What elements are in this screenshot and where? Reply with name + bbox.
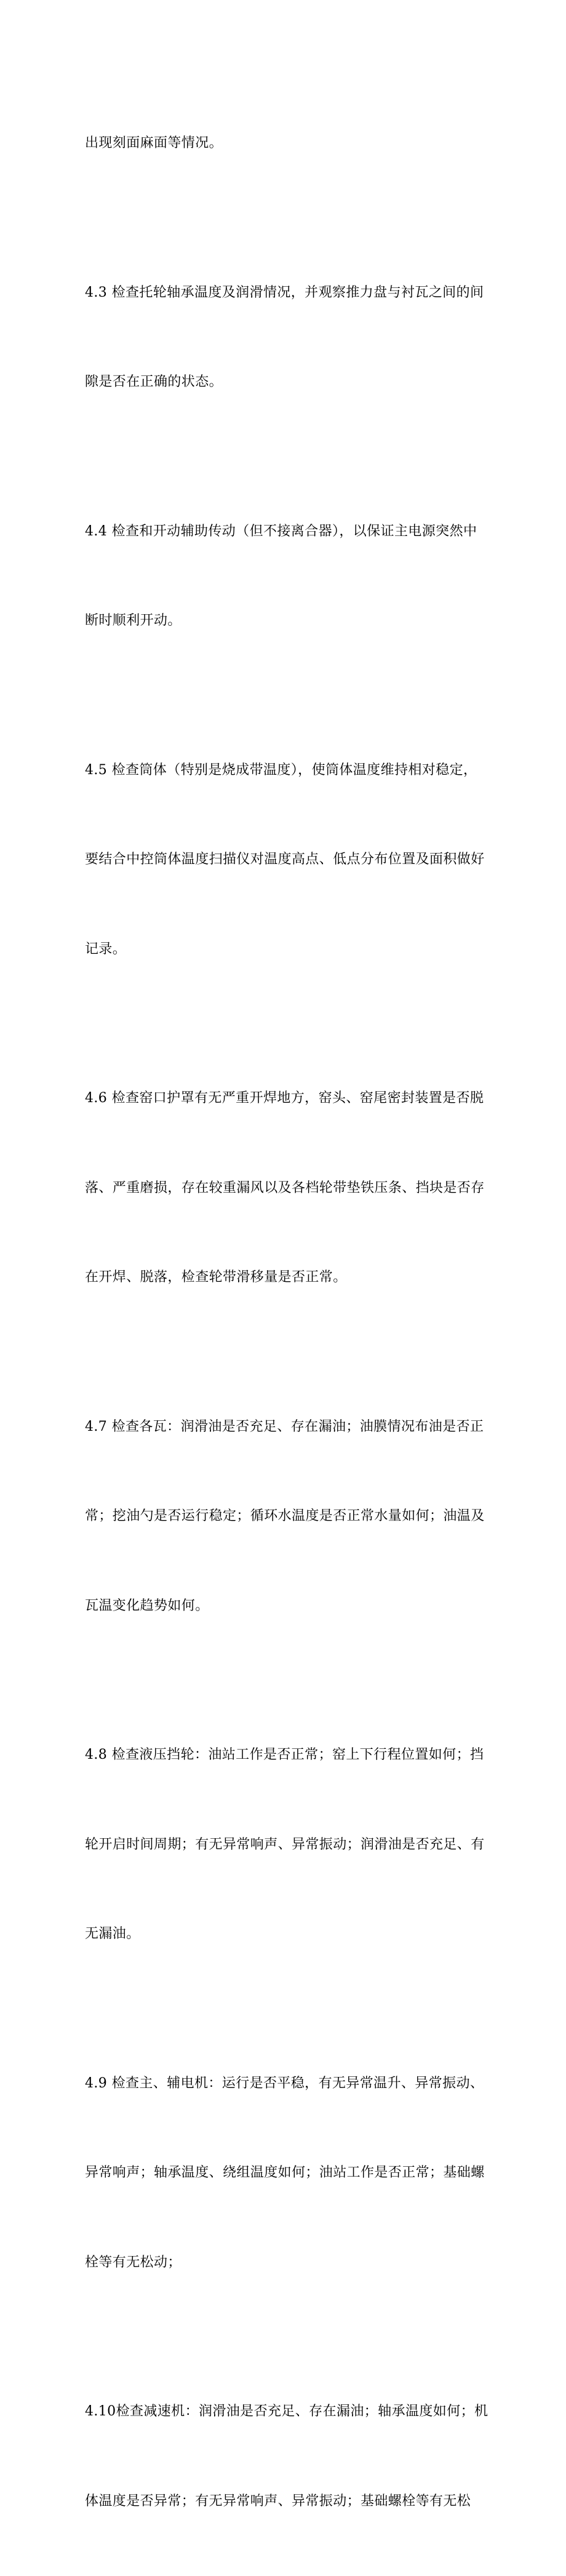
text-line: 4.3 检查托轮轴承温度及润滑情况，并观察推力盘与衬瓦之间的间 xyxy=(85,284,484,300)
paragraph-4-7 xyxy=(85,1353,485,1681)
paragraph-4-6 xyxy=(85,1024,485,1353)
document-body xyxy=(85,69,488,2576)
text-line: 4.7 检查各瓦：润滑油是否充足、存在漏油；油膜情况布油是否正 xyxy=(85,1418,484,1434)
text-line: 4.8 检查液压挡轮：油站工作是否正常；窑上下行程位置如何；挡 xyxy=(85,1747,484,1762)
text-line: 4.9 检查主、辅电机：运行是否平稳，有无异常温升、异常振动、 xyxy=(85,2075,484,2091)
text-line: 要结合中控筒体温度扫描仪对温度高点、低点分布位置及面积做好 xyxy=(85,852,485,867)
text-line: 无漏油。 xyxy=(85,1926,140,1942)
paragraph-4-3 xyxy=(85,218,485,457)
text-line: 瓦温变化趋势如何。 xyxy=(85,1598,209,1614)
paragraph-4-9 xyxy=(85,2009,485,2338)
paragraph-4-10 xyxy=(85,2337,488,2576)
text-line: 栓等有无松动； xyxy=(85,2254,181,2270)
text-line: 轮开启时间周期；有无异常响声、异常振动；润滑油是否充足、有 xyxy=(85,1836,485,1852)
text-line: 隙是否在正确的状态。 xyxy=(85,374,223,390)
text-line: 4.6 检查窑口护罩有无严重开焊地方，窑头、窑尾密封装置是否脱 xyxy=(85,1090,484,1106)
paragraph-4-4 xyxy=(85,457,485,696)
text-line: 4.10检查减速机：润滑油是否充足、存在漏油；轴承温度如何；机 xyxy=(85,2404,488,2419)
text-line: 落、严重磨损，存在较重漏风以及各档轮带垫铁压条、挡块是否存 xyxy=(85,1180,485,1196)
text-line: 常；挖油勺是否运行稳定；循环水温度是否正常水量如何；油温及 xyxy=(85,1508,485,1524)
paragraph-continuation xyxy=(85,69,485,218)
text-line: 异常响声；轴承温度、绕组温度如何；油站工作是否正常；基础螺 xyxy=(85,2165,485,2180)
text-line: 体温度是否异常；有无异常响声、异常振动；基础螺栓等有无松 xyxy=(85,2493,471,2509)
text-line: 在开焊、脱落，检查轮带滑移量是否正常。 xyxy=(85,1270,347,1285)
text-line: 记录。 xyxy=(85,941,127,957)
text-line: 4.5 检查筒体（特别是烧成带温度），使筒体温度维持相对稳定， xyxy=(85,762,477,778)
text-line: 断时顺利开动。 xyxy=(85,613,181,628)
paragraph-4-5 xyxy=(85,696,485,1025)
paragraph-4-8 xyxy=(85,1681,485,2009)
text-line: 出现刻面麻面等情况。 xyxy=(85,135,223,151)
text-line: 4.4 检查和开动辅助传动（但不接离合器），以保证主电源突然中 xyxy=(85,523,477,539)
